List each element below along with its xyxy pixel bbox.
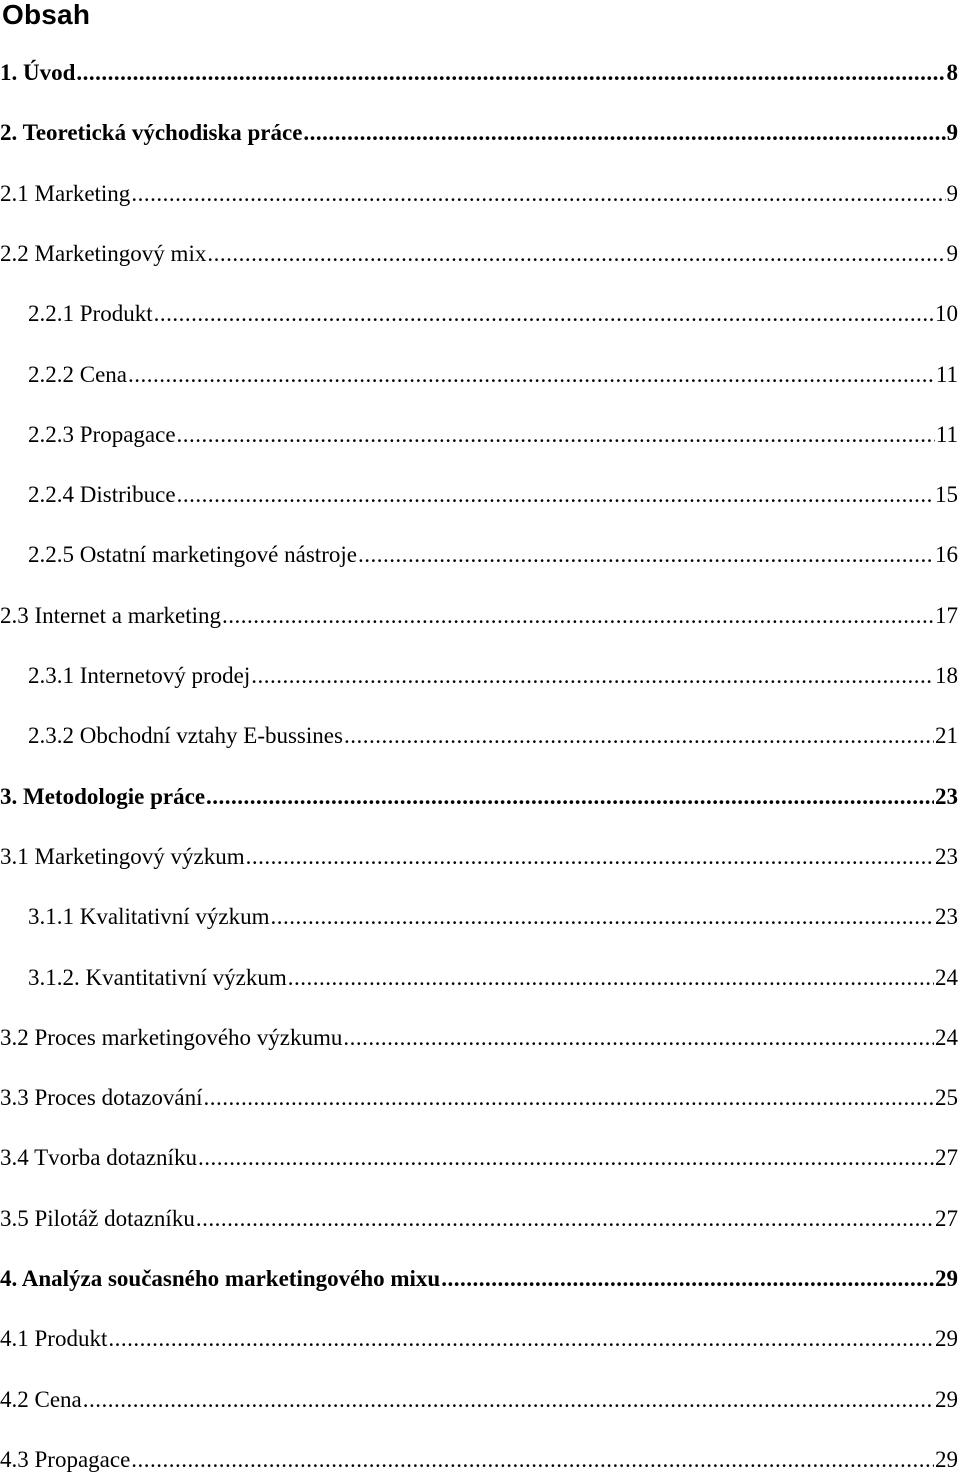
toc-entry[interactable]	[0, 780, 960, 810]
toc-entry-page-number: 11	[935, 421, 958, 447]
toc-dot-leader	[108, 1326, 934, 1352]
toc-entry-page-number: 29	[935, 1326, 958, 1352]
toc-entry-label: 3.2 Proces marketingového výzkumu	[0, 1024, 343, 1050]
toc-entry-page-number: 27	[935, 1205, 958, 1231]
toc-entry-page-number: 23	[935, 904, 958, 930]
toc-dot-leader	[303, 120, 945, 146]
toc-entry-label: 4.1 Produkt	[0, 1326, 108, 1352]
toc-entry[interactable]	[0, 961, 960, 991]
toc-entry-label: 2.2.4 Distribuce	[28, 482, 176, 508]
toc-entry-page-number: 25	[935, 1085, 958, 1111]
toc-entry-label: 3.4 Tvorba dotazníku	[0, 1145, 197, 1171]
toc-entry-page-number: 9	[946, 120, 958, 146]
toc-entry[interactable]	[0, 1322, 960, 1352]
toc-entry[interactable]	[0, 358, 960, 388]
toc-dot-leader	[177, 422, 935, 448]
toc-entry-page-number: 8	[946, 60, 958, 85]
toc-dot-leader	[196, 1206, 934, 1232]
toc-entry-page-number: 27	[935, 1145, 958, 1171]
toc-entry[interactable]	[0, 478, 960, 508]
toc-entry[interactable]	[0, 840, 960, 870]
toc-entry-label: 4.2 Cena	[0, 1386, 82, 1412]
toc-entry[interactable]	[0, 1443, 960, 1473]
toc-dot-leader	[206, 784, 934, 810]
toc-entry-page-number: 16	[935, 542, 958, 568]
toc-entry[interactable]	[0, 1021, 960, 1051]
toc-dot-leader	[246, 844, 934, 870]
toc-entry-label: 3.1.2. Kvantitativní výzkum	[28, 964, 287, 990]
toc-dot-leader	[131, 181, 945, 207]
toc-entry-label: 2.2.3 Propagace	[28, 421, 176, 447]
toc-entry-page-number: 29	[935, 1446, 958, 1472]
toc-dot-leader	[358, 542, 934, 568]
toc-dot-leader	[83, 1387, 934, 1413]
toc-dot-leader	[270, 904, 934, 930]
toc-dot-leader	[177, 482, 934, 508]
toc-entry[interactable]	[0, 116, 960, 146]
toc-entry-label: 2.2 Marketingový mix	[0, 240, 207, 266]
toc-entry-label: 3. Metodologie práce	[0, 783, 206, 809]
toc-entry-label: 3.5 Pilotáž dotazníku	[0, 1205, 195, 1231]
toc-dot-leader	[203, 1085, 934, 1111]
toc-entry-page-number: 24	[935, 1024, 958, 1050]
toc-dot-leader	[128, 362, 935, 388]
page-title: Obsah	[2, 0, 91, 30]
toc-dot-leader	[441, 1266, 934, 1292]
toc-entry-label: 3.1 Marketingový výzkum	[0, 843, 245, 869]
toc-entry-page-number: 10	[935, 301, 958, 327]
toc-entry-page-number: 9	[946, 180, 958, 206]
toc-entry-label: 2.1 Marketing	[0, 180, 131, 206]
toc-entry-label: 2.3 Internet a marketing	[0, 602, 221, 628]
toc-entry-page-number: 21	[935, 723, 958, 749]
toc-dot-leader	[207, 241, 945, 267]
toc-entry[interactable]	[0, 56, 960, 86]
toc-entry-label: 2. Teoretická východiska práce	[0, 120, 303, 146]
toc-entry[interactable]	[0, 599, 960, 629]
toc-dot-leader	[154, 301, 934, 327]
toc-entry-label: 2.2.2 Cena	[28, 361, 128, 387]
toc-entry-page-number: 9	[946, 240, 958, 266]
toc-entry[interactable]	[0, 1202, 960, 1232]
toc-dot-leader	[251, 663, 934, 689]
toc-entry-page-number: 24	[935, 964, 958, 990]
toc-entry[interactable]	[0, 297, 960, 327]
toc-entry[interactable]	[0, 1081, 960, 1111]
toc-entry-page-number: 23	[935, 783, 958, 809]
toc-entry-label: 4. Analýza současného marketingového mixu	[0, 1266, 441, 1291]
toc-entry-page-number: 23	[935, 843, 958, 869]
toc-entry[interactable]	[0, 1141, 960, 1171]
toc-dot-leader	[198, 1145, 934, 1171]
toc-entry[interactable]	[0, 719, 960, 749]
toc-entry-label: 2.2.5 Ostatní marketingové nástroje	[28, 542, 357, 568]
toc-dot-leader	[343, 1025, 934, 1051]
toc-dot-leader	[222, 603, 934, 629]
toc-entry-page-number: 29	[935, 1386, 958, 1412]
toc-entry-page-number: 18	[935, 663, 958, 688]
toc-entry-page-number: 11	[935, 361, 958, 387]
toc-entry-label: 4.3 Propagace	[0, 1446, 131, 1472]
toc-entry-label: 2.3.1 Internetový prodej	[28, 663, 251, 688]
toc-entry-label: 2.3.2 Obchodní vztahy E-bussines	[28, 723, 343, 749]
toc-entry-label: 2.2.1 Produkt	[28, 301, 153, 327]
toc-entry-page-number: 17	[935, 602, 958, 628]
toc-entry[interactable]	[0, 177, 960, 207]
toc-entry[interactable]	[0, 418, 960, 448]
toc-entry[interactable]	[0, 1383, 960, 1413]
toc-entry-page-number: 15	[935, 482, 958, 508]
toc-dot-leader	[288, 965, 934, 991]
toc-entry[interactable]	[0, 659, 960, 689]
toc-dot-leader	[76, 60, 945, 86]
toc-entry[interactable]	[0, 1262, 960, 1292]
toc-dot-leader	[344, 723, 934, 749]
toc-dot-leader	[131, 1447, 934, 1473]
toc-entry-page-number: 29	[935, 1266, 958, 1291]
toc-entry[interactable]	[0, 538, 960, 568]
toc-entry-label: 3.1.1 Kvalitativní výzkum	[28, 904, 270, 930]
toc-entry[interactable]	[0, 900, 960, 930]
toc-entry[interactable]	[0, 237, 960, 267]
toc-entry-label: 1. Úvod	[0, 60, 76, 85]
toc-entry-label: 3.3 Proces dotazování	[0, 1085, 203, 1111]
